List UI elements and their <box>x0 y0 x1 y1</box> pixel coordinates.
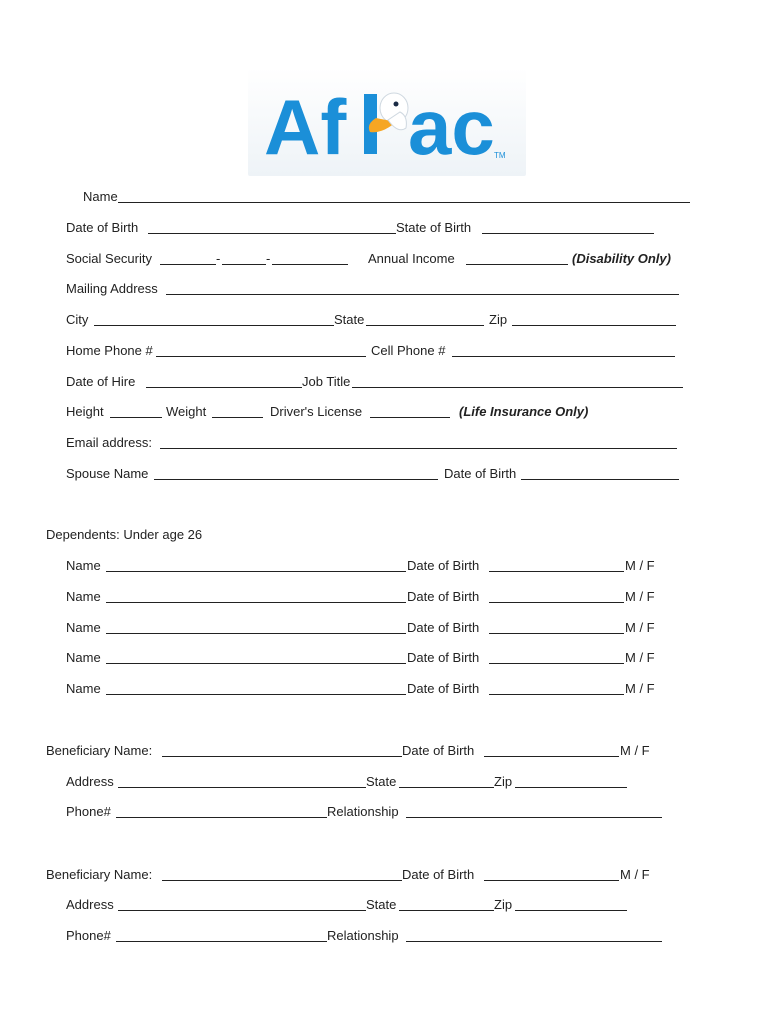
spouse-dob-field[interactable] <box>521 479 679 480</box>
dependent-name-field[interactable] <box>106 571 406 572</box>
beneficiary-sex-label[interactable]: M / F <box>620 743 650 758</box>
drivers-license-label: Driver's License <box>270 404 363 419</box>
dependents-heading-text: Dependents: Under age 26 <box>46 527 203 542</box>
cell-phone-label: Cell Phone # <box>371 343 446 358</box>
state-of-birth-field[interactable] <box>482 233 654 234</box>
beneficiary-state-field[interactable] <box>399 787 494 788</box>
dependent-dob-field[interactable] <box>489 694 624 695</box>
logo-wordmark-right: ac <box>408 83 495 171</box>
beneficiary-address-label: Address <box>66 897 114 912</box>
beneficiary-relationship-label: Relationship <box>327 804 399 819</box>
beneficiary-1-address-row <box>0 773 770 791</box>
beneficiary-phone-field[interactable] <box>116 817 327 818</box>
dependent-dob-field[interactable] <box>489 633 624 634</box>
beneficiary-zip-field[interactable] <box>515 787 627 788</box>
weight-label: Weight <box>166 404 207 419</box>
cell-phone-field[interactable] <box>452 356 675 357</box>
dependent-row <box>0 557 770 575</box>
email-label: Email address: <box>66 435 152 450</box>
ssn-field-3[interactable] <box>272 264 348 265</box>
state-field[interactable] <box>366 325 484 326</box>
home-phone-field[interactable] <box>156 356 366 357</box>
beneficiary-dob-label: Date of Birth <box>402 743 475 758</box>
dob-field[interactable] <box>148 233 396 234</box>
beneficiary-2-address-row <box>0 896 770 914</box>
ssn-field-2[interactable] <box>222 264 266 265</box>
beneficiary-relationship-label: Relationship <box>327 928 399 943</box>
beneficiary-phone-label: Phone# <box>66 804 111 819</box>
dob-label: Date of Birth <box>66 220 139 235</box>
beneficiary-sex-label[interactable]: M / F <box>620 867 650 882</box>
zip-label: Zip <box>489 312 508 327</box>
dependent-dob-label: Date of Birth <box>407 620 480 635</box>
row-phones <box>0 342 770 360</box>
mailing-address-label: Mailing Address <box>66 281 158 296</box>
job-title-label: Job Title <box>302 374 351 389</box>
dependent-name-label: Name <box>66 558 101 573</box>
dependent-name-label: Name <box>66 681 101 696</box>
zip-field[interactable] <box>512 325 676 326</box>
dependent-name-field[interactable] <box>106 602 406 603</box>
beneficiary-address-field[interactable] <box>118 787 366 788</box>
beneficiary-dob-field[interactable] <box>484 880 619 881</box>
dependent-row <box>0 649 770 667</box>
beneficiary-dob-field[interactable] <box>484 756 619 757</box>
beneficiary-zip-label: Zip <box>494 774 513 789</box>
dependent-dob-field[interactable] <box>489 571 624 572</box>
row-email <box>0 434 770 452</box>
annual-income-field[interactable] <box>466 264 568 265</box>
beneficiary-address-label: Address <box>66 774 114 789</box>
dependent-sex-label[interactable]: M / F <box>625 558 655 573</box>
dependent-name-field[interactable] <box>106 633 406 634</box>
home-phone-label: Home Phone # <box>66 343 153 358</box>
dependent-dob-field[interactable] <box>489 602 624 603</box>
dependent-row <box>0 619 770 637</box>
email-field[interactable] <box>160 448 677 449</box>
beneficiary-1-phone-row <box>0 803 770 821</box>
aflac-logo <box>248 68 526 176</box>
beneficiary-name-field[interactable] <box>162 756 402 757</box>
beneficiary-2-phone-row <box>0 927 770 945</box>
drivers-license-field[interactable] <box>370 417 450 418</box>
dependent-name-field[interactable] <box>106 694 406 695</box>
beneficiary-address-field[interactable] <box>118 910 366 911</box>
beneficiary-zip-label: Zip <box>494 897 513 912</box>
beneficiary-zip-field[interactable] <box>515 910 627 911</box>
beneficiary-relationship-field[interactable] <box>406 941 662 942</box>
row-city <box>0 311 770 329</box>
ssn-dash-1: - <box>216 251 221 266</box>
dependent-sex-label[interactable]: M / F <box>625 650 655 665</box>
ssn-label: Social Security <box>66 251 152 266</box>
name-label: Name <box>83 189 118 204</box>
disability-note: (Disability Only) <box>572 251 671 266</box>
dependent-dob-label: Date of Birth <box>407 681 480 696</box>
beneficiary-phone-label: Phone# <box>66 928 111 943</box>
dependent-dob-field[interactable] <box>489 663 624 664</box>
dependent-dob-label: Date of Birth <box>407 589 480 604</box>
date-of-hire-field[interactable] <box>146 387 302 388</box>
dependent-name-label: Name <box>66 589 101 604</box>
row-spouse <box>0 465 770 483</box>
row-ssn <box>0 250 770 268</box>
name-field[interactable] <box>118 202 690 203</box>
beneficiary-name-field[interactable] <box>162 880 402 881</box>
spouse-name-field[interactable] <box>154 479 438 480</box>
dependent-sex-label[interactable]: M / F <box>625 620 655 635</box>
spouse-dob-label: Date of Birth <box>444 466 517 481</box>
state-label: State <box>334 312 365 327</box>
beneficiary-name-label: Beneficiary Name: <box>46 743 153 758</box>
weight-field[interactable] <box>212 417 263 418</box>
beneficiary-dob-label: Date of Birth <box>402 867 475 882</box>
beneficiary-phone-field[interactable] <box>116 941 327 942</box>
logo-wordmark-left: Af <box>264 83 347 171</box>
state-of-birth-label: State of Birth <box>396 220 472 235</box>
dependents-heading <box>46 526 202 544</box>
mailing-address-field[interactable] <box>166 294 679 295</box>
row-name <box>0 188 770 206</box>
dependent-row <box>0 680 770 698</box>
ssn-dash-2: - <box>266 251 271 266</box>
dependent-dob-label: Date of Birth <box>407 650 480 665</box>
beneficiary-state-field[interactable] <box>399 910 494 911</box>
dependent-sex-label[interactable]: M / F <box>625 589 655 604</box>
spouse-name-label: Spouse Name <box>66 466 149 481</box>
row-hire <box>0 373 770 391</box>
date-of-hire-label: Date of Hire <box>66 374 136 389</box>
dependent-name-label: Name <box>66 650 101 665</box>
trademark-mark: TM <box>494 151 506 160</box>
dependent-dob-label: Date of Birth <box>407 558 480 573</box>
city-field[interactable] <box>94 325 334 326</box>
height-label: Height <box>66 404 104 419</box>
job-title-field[interactable] <box>352 387 683 388</box>
dependent-row <box>0 588 770 606</box>
dependent-name-label: Name <box>66 620 101 635</box>
beneficiary-relationship-field[interactable] <box>406 817 662 818</box>
beneficiary-name-label: Beneficiary Name: <box>46 867 153 882</box>
city-label: City <box>66 312 89 327</box>
beneficiary-1-name-row <box>0 742 770 760</box>
beneficiary-2-name-row <box>0 866 770 884</box>
height-field[interactable] <box>110 417 162 418</box>
row-mailing-address <box>0 280 770 298</box>
dependent-sex-label[interactable]: M / F <box>625 681 655 696</box>
row-physical <box>0 403 770 421</box>
life-insurance-note: (Life Insurance Only) <box>459 404 589 419</box>
row-dob <box>0 219 770 237</box>
annual-income-label: Annual Income <box>368 251 455 266</box>
beneficiary-state-label: State <box>366 897 397 912</box>
beneficiary-state-label: State <box>366 774 397 789</box>
dependent-name-field[interactable] <box>106 663 406 664</box>
ssn-field-1[interactable] <box>160 264 216 265</box>
